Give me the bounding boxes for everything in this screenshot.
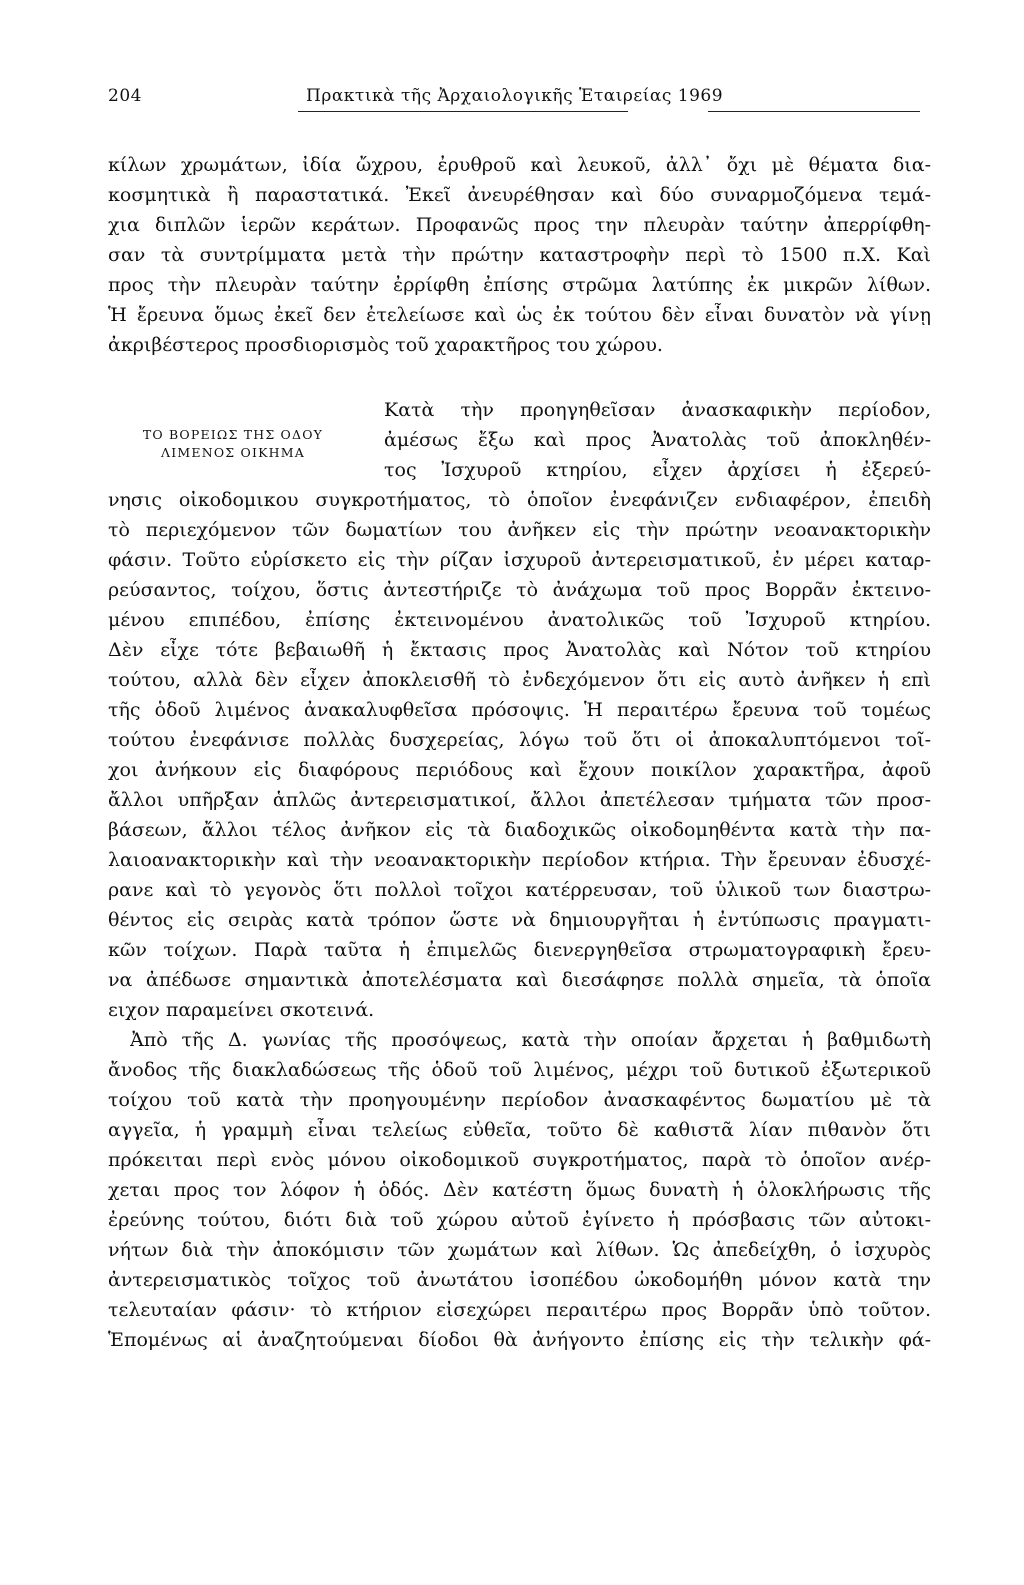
text-line: χοι ἀνήκουν εἰς διαφόρους περιόδους καὶ ἔχουν ποικίλον χαρακτῆρα, ἀφοῦ: [108, 759, 931, 781]
text-line: ειχον παραμείνει σκοτεινά.: [108, 999, 375, 1021]
text-line: μένου επιπέδου, ἐπίσης ἐκτεινομένου ἀνατολικῶς τοῦ Ἰσχυροῦ κτηρίου.: [108, 609, 931, 631]
text-line: ἄνοδος τῆς διακλαδώσεως τῆς ὁδοῦ τοῦ λιμένος, μέχρι τοῦ δυτικοῦ ἐξωτερικοῦ: [108, 1059, 931, 1081]
text-line: σαν τὰ συντρίμματα μετὰ τὴν πρώτην καταστροφὴν περὶ τὸ 1500 π.Χ. Καὶ: [108, 244, 931, 266]
text-line: ἀμέσως ἔξω καὶ προς Ἀνατολὰς τοῦ ἀποκληθέν-: [384, 429, 931, 451]
text-line: να ἀπέδωσε σημαντικὰ ἀποτελέσματα καὶ διεσάφησε πολλὰ σημεῖα, τὰ ὁποῖα: [108, 969, 931, 991]
running-head: Πρακτικὰ τῆς Ἀρχαιολογικῆς Ἑταιρείας 1969: [306, 86, 724, 106]
text-line: ἀντερεισματικὸς τοῖχος τοῦ ἀνωτάτου ἰσοπέδου ὠκοδομήθη μόνον κατὰ την: [108, 1269, 931, 1291]
text-line: νησις οἰκοδομικου συγκροτήματος, τὸ ὁποῖον ἐνεφάνιζεν ενδιαφέρον, ἐπειδὴ: [108, 489, 931, 511]
text-line: λαιοανακτορικὴν καὶ τὴν νεοανακτορικὴν περίοδον κτήρια. Τὴν ἔρευναν ἐδυσχέ-: [108, 849, 931, 871]
text-line: κοσμητικὰ ἢ παραστατικά. Ἐκεῖ ἀνευρέθησαν καὶ δύο συναρμοζόμενα τεμά-: [108, 184, 931, 206]
text-line: Κατὰ τὴν προηγηθεῖσαν ἀνασκαφικὴν περίοδον,: [384, 399, 931, 421]
text-line: τὸ περιεχόμενον τῶν δωματίων του ἀνῆκεν εἰς τὴν πρώτην νεοανακτορικὴν: [108, 519, 931, 541]
text-line: θέντος εἰς σειρὰς κατὰ τρόπον ὥστε νὰ δημιουργῆται ἡ ἐντύπωσις πραγματι-: [108, 909, 931, 931]
side-heading-line: ΛΙΜΕΝΟΣ ΟΙΚΗΜΑ: [161, 445, 305, 460]
text-line: χεται προς τον λόφον ἡ ὁδός. Δὲν κατέστη ὅμως δυνατὴ ἡ ὁλοκλήρωσις τῆς: [108, 1179, 931, 1201]
text-line: βάσεων, ἄλλοι τέλος ἀνῆκον εἰς τὰ διαδοχικῶς οἰκοδομηθέντα κατὰ τὴν πα-: [108, 819, 931, 841]
text-line: τούτου ἐνεφάνισε πολλὰς δυσχερείας, λόγω τοῦ ὅτι οἱ ἀποκαλυπτόμενοι τοῖ-: [108, 729, 931, 751]
text-line: τούτου, αλλὰ δὲν εἶχεν ἀποκλεισθῆ τὸ ἐνδεχόμενον ὅτι εἰς αυτὸ ἀνῆκεν ἡ επὶ: [108, 669, 931, 691]
text-line: ρεύσαντος, τοίχου, ὅστις ἀντεστήριζε τὸ ἀνάχωμα τοῦ προς Βορρᾶν ἐκτεινο-: [108, 579, 931, 601]
side-heading-line: ΤΟ ΒΟΡΕΙΩΣ ΤΗΣ ΟΔΟΥ: [142, 427, 324, 442]
text-line: προς τὴν πλευρὰν ταύτην ἐρρίφθη ἐπίσης στρῶμα λατύπης ἐκ μικρῶν λίθων.: [108, 274, 931, 296]
text-line: φάσιν. Τοῦτο εὑρίσκετο εἰς τὴν ρίζαν ἰσχυροῦ ἀντερεισματικοῦ, ἐν μέρει καταρ-: [108, 549, 931, 571]
text-line: τοίχου τοῦ κατὰ τὴν προηγουμένην περίοδον ἀνασκαφέντος δωματίου μὲ τὰ: [108, 1089, 931, 1111]
text-line: Δὲν εἶχε τότε βεβαιωθῆ ἡ ἔκτασις προς Ἀνατολὰς καὶ Νότον τοῦ κτηρίου: [108, 639, 931, 661]
text-line: Ἡ ἔρευνα ὅμως ἐκεῖ δεν ἐτελείωσε καὶ ὡς ἐκ τούτου δὲν εἶναι δυνατὸν νὰ γίνῃ: [108, 304, 931, 326]
text-line: νήτων διὰ τὴν ἀποκόμισιν τῶν χωμάτων καὶ λίθων. Ὡς ἀπεδείχθη, ὁ ἰσχυρὸς: [108, 1239, 931, 1261]
text-line: αγγεῖα, ἡ γραμμὴ εἶναι τελείως εὐθεῖα, τοῦτο δὲ καθιστᾶ λίαν πιθανὸν ὅτι: [108, 1119, 931, 1141]
text-line: τῆς ὁδοῦ λιμένος ἀνακαλυφθεῖσα πρόσοψις. Ἡ περαιτέρω ἔρευνα τοῦ τομέως: [108, 699, 931, 721]
text-line: πρόκειται περὶ ενὸς μόνου οἰκοδομικοῦ συγκροτήματος, παρὰ τὸ ὁποῖον ανέρ-: [108, 1149, 931, 1171]
text-line: τελευταίαν φάσιν· τὸ κτήριον εἰσεχώρει περαιτέρω προς Βορρᾶν ὑπὸ τοῦτον.: [108, 1299, 931, 1321]
text-line: Ἀπὸ τῆς Δ. γωνίας τῆς προσόψεως, κατὰ τὴν οποίαν ἄρχεται ἡ βαθμιδωτὴ: [130, 1029, 931, 1051]
text-line: ἄλλοι υπῆρξαν ἁπλῶς ἀντερεισματικοί, ἄλλοι ἀπετέλεσαν τμήματα τῶν προσ-: [108, 789, 931, 811]
text-line: κῶν τοίχων. Παρὰ ταῦτα ἡ ἐπιμελῶς διενεργηθεῖσα στρωματογραφικὴ ἔρευ-: [108, 939, 931, 961]
text-line: τος Ἰσχυροῦ κτηρίου, εἶχεν ἀρχίσει ἡ ἐξερεύ-: [384, 459, 931, 481]
page-number: 204: [108, 86, 142, 106]
text-line: κίλων χρωμάτων, ἰδία ὤχρου, ἐρυθροῦ καὶ λευκοῦ, ἀλλ᾽ ὄχι μὲ θέματα δια-: [108, 154, 931, 176]
text-line: χια διπλῶν ἱερῶν κεράτων. Προφανῶς προς την πλευρὰν ταύτην ἀπερρίφθη-: [108, 214, 931, 236]
text-line: Ἑπομένως αἱ ἀναζητούμεναι δίοδοι θὰ ἀνήγοντο ἐπίσης εἰς τὴν τελικὴν φά-: [108, 1329, 931, 1351]
text-line: ρανε καὶ τὸ γεγονὸς ὅτι πολλοὶ τοῖχοι κατέρρευσαν, τοῦ ὑλικοῦ των διαστρω-: [108, 879, 931, 901]
text-line: ἐρεύνης τούτου, διότι διὰ τοῦ χώρου αὐτοῦ ἐγίνετο ἡ πρόσβασις τῶν αὐτοκι-: [108, 1209, 931, 1231]
text-line: ἀκριβέστερος προσδιορισμὸς τοῦ χαρακτῆρος του χώρου.: [108, 334, 663, 356]
